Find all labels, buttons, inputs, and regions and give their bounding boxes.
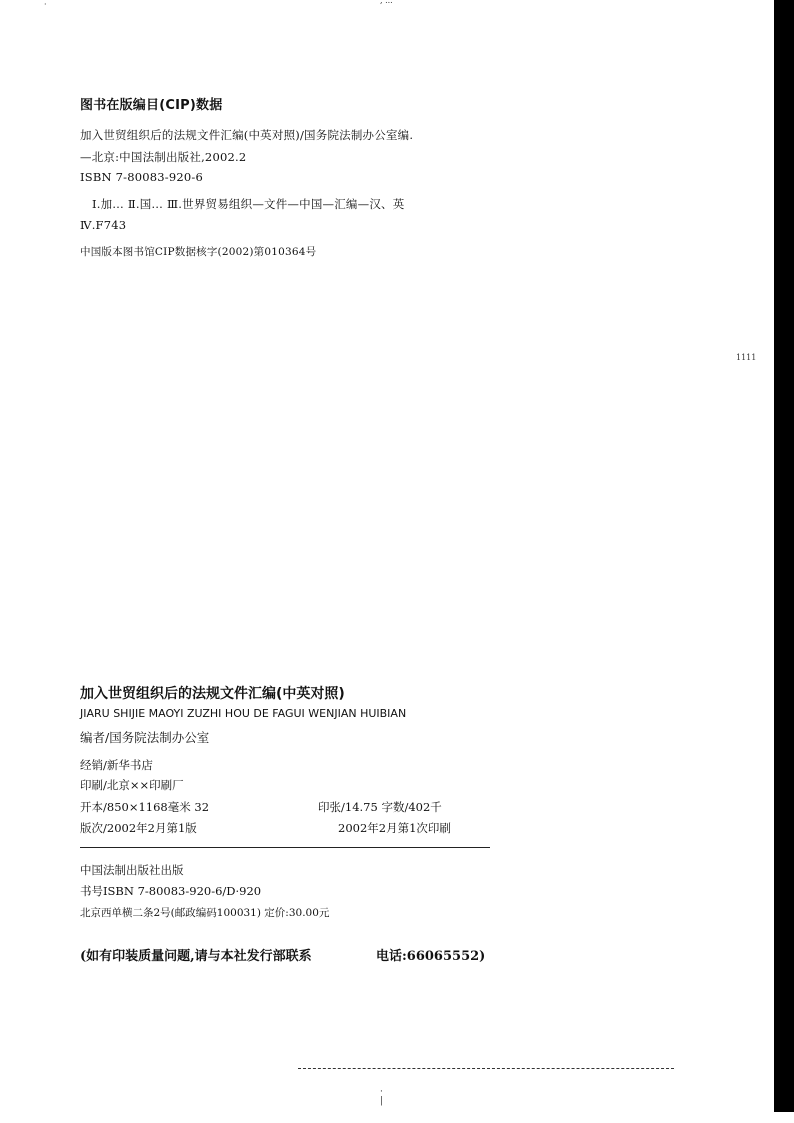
printer: 印刷/北京××印刷厂: [80, 778, 184, 792]
contact-phone: 电话:66065552): [376, 949, 486, 964]
divider: [80, 847, 490, 848]
cip-title: 图书在版编目(CIP)数据: [80, 98, 223, 113]
printing: 2002年2月第1次印刷: [338, 821, 451, 835]
scan-mark-bottom: · |: [380, 1087, 384, 1106]
margin-mark: 1111: [736, 353, 757, 362]
address-price: 北京西单横二条2号(邮政编码100031) 定价:30.00元: [80, 907, 330, 919]
book-title-pinyin: JIARU SHIJIE MAOYI ZUZHI HOU DE FAGUI WENJIAN HUIBIAN: [80, 707, 407, 720]
cip-line: —北京:中国法制出版社,2002.2: [80, 150, 247, 164]
sheets-wordcount: 印张/14.75 字数/402千: [318, 800, 442, 814]
book-title: 加入世贸组织后的法规文件汇编(中英对照): [80, 686, 345, 702]
scan-rule: [298, 1068, 674, 1069]
scan-mark: ·: [44, 0, 47, 9]
distributor: 经销/新华书店: [80, 758, 153, 772]
format: 开本/850×1168毫米 32: [80, 800, 210, 814]
scan-mark-top: , ...: [380, 0, 393, 5]
cip-record-number: 中国版本图书馆CIP数据核字(2002)第010364号: [80, 246, 317, 258]
book-isbn: 书号ISBN 7-80083-920-6/D·920: [80, 884, 262, 898]
edition: 版次/2002年2月第1版: [80, 821, 197, 835]
contact-note: (如有印装质量问题,请与本社发行部联系: [80, 949, 312, 964]
cip-line: 加入世贸组织后的法规文件汇编(中英对照)/国务院法制办公室编.: [80, 128, 414, 142]
scan-edge-bar: [774, 0, 794, 1112]
cip-subjects: Ⅰ.加… Ⅱ.国… Ⅲ.世界贸易组织—文件—中国—汇编—汉、英: [92, 197, 405, 211]
book-editor: 编者/国务院法制办公室: [80, 730, 210, 745]
cip-classification: Ⅳ.F743: [80, 218, 127, 232]
cip-isbn: ISBN 7-80083-920-6: [80, 170, 204, 184]
publisher: 中国法制出版社出版: [80, 863, 184, 877]
